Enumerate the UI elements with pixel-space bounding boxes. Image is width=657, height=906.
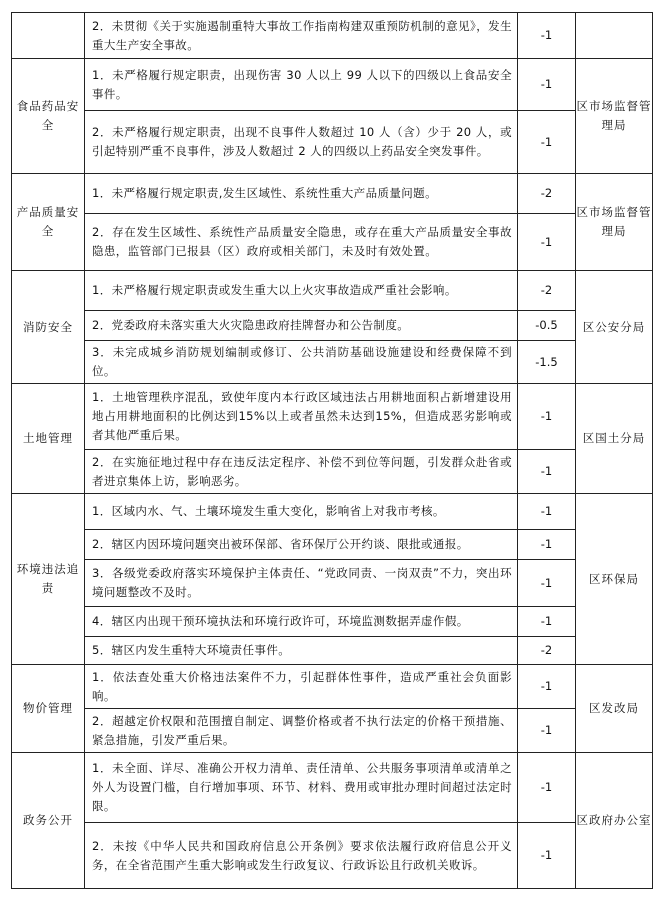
department-public-security: 区公安分局 [576,271,653,384]
item-text: 2．未贯彻《关于实施遏制重特大事故工作指南构建双重预防机制的意见》，发生重大生产安全事故。 [85,13,518,59]
score-value: -1 [518,450,576,494]
department-market-supervision: 区市场监督管理局 [576,174,653,271]
score-value: -1 [518,823,576,889]
table-row [12,341,653,384]
item-text: 2．辖区内因环境问题突出被环保部、省环保厅公开约谈、限批或通报。 [85,530,518,560]
item-text: 1．未严格履行规定职责或发生重大以上火灾事故造成严重社会影响。 [85,271,518,311]
item-text: 1．依法查处重大价格违法案件不力，引起群体性事件，造成严重社会负面影响。 [85,665,518,709]
table-row [12,560,653,607]
category-government-transparency: 政务公开 [12,753,85,889]
table-row [12,174,653,214]
table-row [12,607,653,637]
category-fire-safety: 消防安全 [12,271,85,384]
table-row [12,665,653,709]
table-row [12,709,653,753]
score-value: -1 [518,13,576,59]
table-row [12,311,653,341]
item-text: 2．党委政府未落实重大火灾隐患政府挂牌督办和公告制度。 [85,311,518,341]
item-text: 5．辖区内发生重特大环境责任事件。 [85,637,518,665]
score-value: -1 [518,530,576,560]
department-cell-empty [576,13,653,59]
table-row [12,214,653,271]
department-land-resources: 区国土分局 [576,384,653,494]
score-value: -1 [518,111,576,174]
category-environmental-accountability: 环境违法追责 [12,494,85,665]
score-value: -1 [518,607,576,637]
category-land-management: 土地管理 [12,384,85,494]
table-row [12,271,653,311]
score-value: -0.5 [518,311,576,341]
category-price-management: 物价管理 [12,665,85,753]
score-value: -2 [518,637,576,665]
item-text: 1．未严格履行规定职责,发生区域性、系统性重大产品质量问题。 [85,174,518,214]
score-value: -1 [518,494,576,530]
category-product-quality-safety: 产品质量安全 [12,174,85,271]
department-development-reform: 区发改局 [576,665,653,753]
table-row [12,494,653,530]
item-text: 1．未严格履行规定职责，出现伤害 30 人以上 99 人以下的四级以上食品安全事件。 [85,59,518,111]
table-row [12,753,653,823]
category-food-drug-safety: 食品药品安全 [12,59,85,174]
score-value: -1 [518,384,576,450]
table-row [12,384,653,450]
item-text: 4．辖区内出现干预环境执法和环境行政许可，环境监测数据弄虚作假。 [85,607,518,637]
score-value: -1 [518,709,576,753]
department-market-supervision: 区市场监督管理局 [576,59,653,174]
table-row [12,111,653,174]
table-row [12,13,653,59]
score-value: -2 [518,271,576,311]
score-value: -1 [518,214,576,271]
table-row [12,823,653,889]
item-text: 2．超越定价权限和范围擅自制定、调整价格或者不执行法定的价格干预措施、紧急措施，引发严重后果。 [85,709,518,753]
score-value: -1 [518,59,576,111]
item-text: 1．区域内水、气、土壤环境发生重大变化，影响省上对我市考核。 [85,494,518,530]
table-row [12,530,653,560]
item-text: 2．在实施征地过程中存在违反法定程序、补偿不到位等问题，引发群众赴省或者进京集体上访，影响恶劣。 [85,450,518,494]
department-government-office: 区政府办公室 [576,753,653,889]
score-value: -1.5 [518,341,576,384]
item-text: 3．各级党委政府落实环境保护主体责任、“党政同责、一岗双责”不力，突出环境问题整改不及时。 [85,560,518,607]
item-text: 2．未按《中华人民共和国政府信息公开条例》要求依法履行政府信息公开义务，在全省范围产生重大影响或发生行政复议、行政诉讼且行政机关败诉。 [85,823,518,889]
table-row [12,59,653,111]
score-value: -1 [518,560,576,607]
score-value: -1 [518,665,576,709]
item-text: 2．未严格履行规定职责，出现不良事件人数超过 10 人（含）少于 20 人，或引起特别严重不良事件，涉及人数超过 2 人的四级以上药品安全突发事件。 [85,111,518,174]
category-cell-empty [12,13,85,59]
assessment-table [11,12,653,889]
score-value: -2 [518,174,576,214]
table-row [12,637,653,665]
item-text: 1．未全面、详尽、准确公开权力清单、责任清单、公共服务事项清单或清单之外人为设置门槛，自行增加事项、环节、材料、费用或审批办理时间超过法定时限。 [85,753,518,823]
item-text: 2．存在发生区域性、系统性产品质量安全隐患，或存在重大产品质量安全事故隐患，监管部门已报县（区）政府或相关部门，未及时有效处置。 [85,214,518,271]
score-value: -1 [518,753,576,823]
item-text: 1．土地管理秩序混乱，致使年度内本行政区域违法占用耕地面积占新增建设用地占用耕地面积的比例达到15%以上或者虽然未达到15%，但造成恶劣影响或者其他严重后果。 [85,384,518,450]
table-row [12,450,653,494]
item-text: 3．未完成城乡消防规划编制或修订、公共消防基础设施建设和经费保障不到位。 [85,341,518,384]
department-environmental-protection: 区环保局 [576,494,653,665]
